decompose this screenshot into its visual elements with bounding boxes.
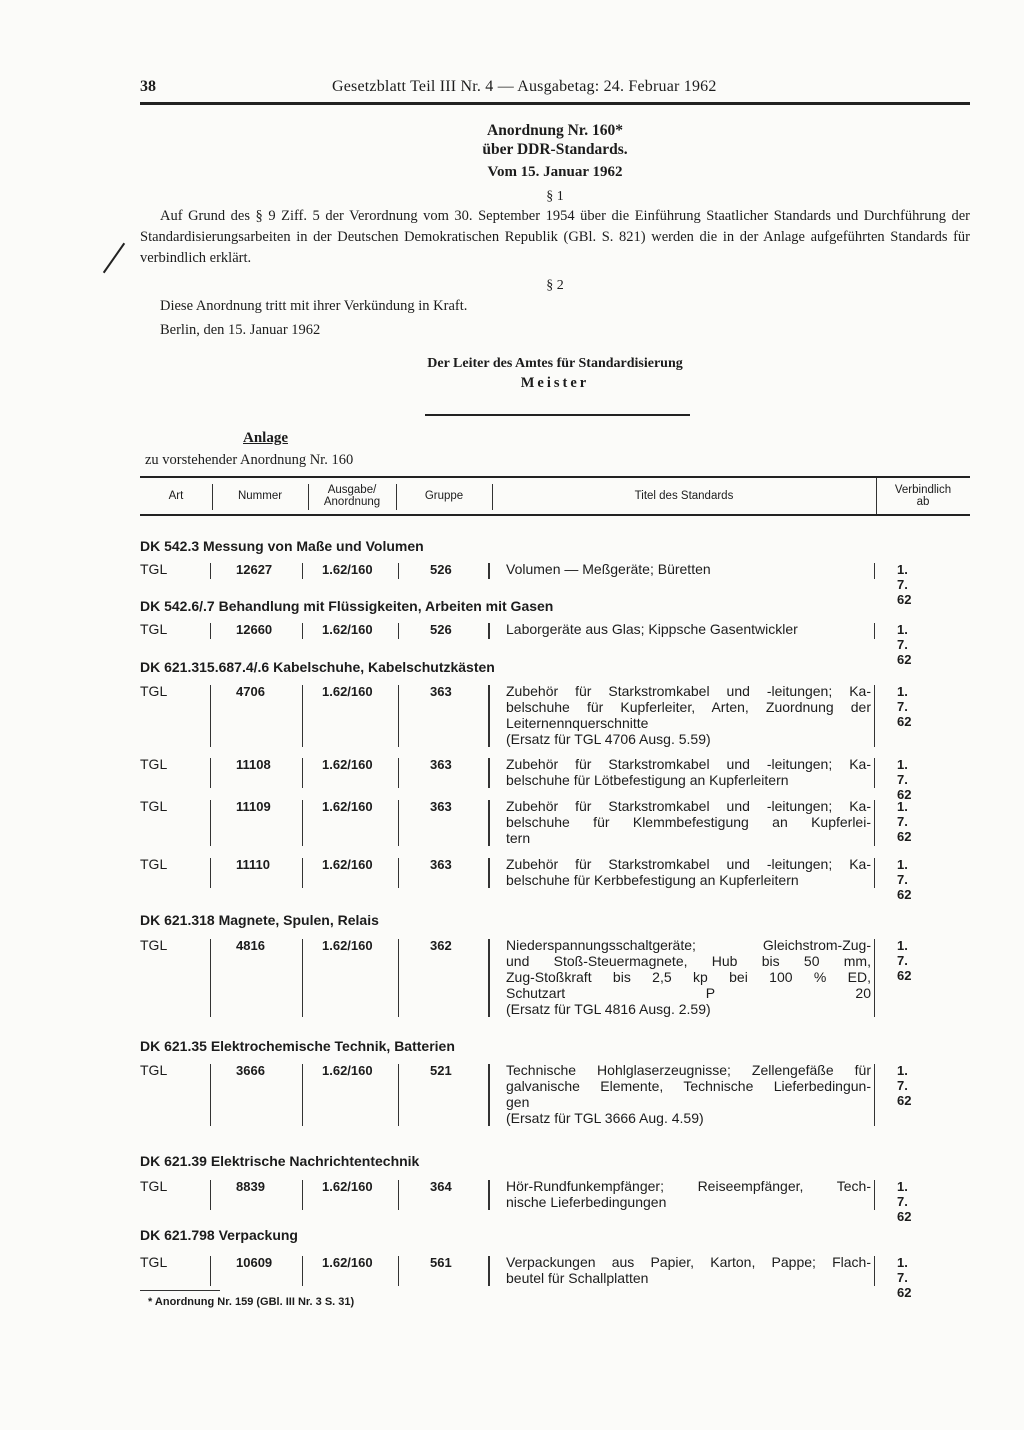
verbindlich-separator xyxy=(874,1064,875,1126)
header-verbindlich-line2: ab xyxy=(916,496,930,508)
cell-ausgabe: 1.62/160 xyxy=(322,1063,373,1078)
cell-nummer: 10609 xyxy=(236,1255,273,1270)
column-separator xyxy=(210,758,211,788)
column-separator xyxy=(210,685,211,747)
cell-gruppe: 363 xyxy=(430,757,452,772)
decree-title-line2: über DDR-Standards. xyxy=(482,141,628,158)
cell-ausgabe: 1.62/160 xyxy=(322,757,373,772)
section1-text: Auf Grund des § 9 Ziff. 5 der Verordnung vom 30. September 1954 über die Einführung Staatlicher Standards und Durchführung der Standardisierungsarbeiten in der Deutschen Demokratischen Republik (GBl. S. 821) werden die in der Anlage aufgeführten Standards für verbindlich erklärt. xyxy=(140,208,970,266)
cell-art: TGL xyxy=(140,937,168,953)
cell-title-line: Leiternennquerschnitte xyxy=(506,715,649,731)
cell-nummer: 11109 xyxy=(236,799,271,814)
header-nummer: Nummer xyxy=(237,490,283,502)
cell-art: TGL xyxy=(140,756,168,772)
cell-verbindlich: 1. 7. 62 xyxy=(897,757,912,802)
cell-verbindlich: 1. 7. 62 xyxy=(897,938,912,983)
cell-art: TGL xyxy=(140,1254,168,1270)
title-separator xyxy=(488,758,490,788)
cell-ausgabe: 1.62/160 xyxy=(322,622,373,637)
cell-nummer: 11110 xyxy=(236,857,270,872)
cell-art: TGL xyxy=(140,561,168,577)
verbindlich-separator xyxy=(874,623,875,639)
column-separator xyxy=(210,858,211,888)
signatory-title: Der Leiter des Amtes für Standardisierung xyxy=(427,356,683,371)
column-separator xyxy=(398,563,399,579)
cell-title-line: Zug-Stoßkraft bis 2,5 kp bei 100 % ED, xyxy=(506,969,871,985)
cell-title-line: Volumen — Meßgeräte; Büretten xyxy=(506,561,711,577)
title-separator xyxy=(488,1180,490,1210)
cell-title-line: belschuhe für Lötbefestigung an Kupferleitern xyxy=(506,772,789,788)
cell-title-line: Schutzart P 20 xyxy=(506,985,871,1001)
cell-ausgabe: 1.62/160 xyxy=(322,799,373,814)
cell-verbindlich: 1. 7. 62 xyxy=(897,1255,912,1300)
column-separator xyxy=(398,685,399,747)
cell-nummer: 4816 xyxy=(236,938,265,953)
cell-verbindlich: 1. 7. 62 xyxy=(897,684,912,729)
title-separator xyxy=(488,1064,490,1126)
column-separator xyxy=(302,939,303,1017)
cell-title-line: galvanische Elemente, Technische Lieferbedingun- xyxy=(506,1078,871,1094)
cell-verbindlich: 1. 7. 62 xyxy=(897,799,912,844)
column-separator xyxy=(302,1064,303,1126)
cell-art: TGL xyxy=(140,798,168,814)
column-separator xyxy=(398,800,399,846)
cell-verbindlich: 1. 7. 62 xyxy=(897,1179,912,1224)
cell-title-line: (Ersatz für TGL 3666 Aug. 4.59) xyxy=(506,1110,704,1126)
cell-ausgabe: 1.62/160 xyxy=(322,1179,373,1194)
verbindlich-separator xyxy=(874,758,875,788)
verbindlich-separator xyxy=(874,1256,875,1286)
cell-title-line: belschuhe für Kerbbefestigung an Kupferleitern xyxy=(506,872,799,888)
cell-nummer: 4706 xyxy=(236,684,265,699)
cell-title-line: (Ersatz für TGL 4816 Ausg. 2.59) xyxy=(506,1001,711,1017)
cell-title-line: Hör-Rundfunkempfänger; Reiseempfänger, Tech- xyxy=(506,1178,871,1194)
title-separator xyxy=(488,800,490,846)
cell-gruppe: 363 xyxy=(430,684,452,699)
header-titel: Titel des Standards xyxy=(634,490,734,502)
cell-ausgabe: 1.62/160 xyxy=(322,562,373,577)
cell-art: TGL xyxy=(140,621,168,637)
cell-gruppe: 364 xyxy=(430,1179,452,1194)
running-head-text: Gesetzblatt Teil III Nr. 4 — Ausgabetag: 24. Februar 1962 xyxy=(332,78,717,95)
verbindlich-separator xyxy=(874,858,875,888)
cell-gruppe: 526 xyxy=(430,622,452,637)
column-separator xyxy=(302,1180,303,1210)
group-heading: DK 621.318 Magnete, Spulen, Relais xyxy=(140,912,379,928)
header-art: Art xyxy=(168,490,184,502)
cell-gruppe: 363 xyxy=(430,799,452,814)
column-separator xyxy=(398,623,399,639)
title-separator xyxy=(488,563,490,579)
cell-title-line: Zubehör für Starkstromkabel und -leitungen; Ka- xyxy=(506,856,871,872)
cell-title-line: Laborgeräte aus Glas; Kippsche Gasentwickler xyxy=(506,621,798,637)
column-separator xyxy=(398,758,399,788)
verbindlich-separator xyxy=(874,800,875,846)
group-heading: DK 621.798 Verpackung xyxy=(140,1227,298,1243)
title-separator xyxy=(488,1256,490,1286)
title-separator xyxy=(488,939,490,1017)
column-separator xyxy=(210,1256,211,1286)
title-separator xyxy=(488,858,490,888)
cell-verbindlich: 1. 7. 62 xyxy=(897,857,912,902)
section1-label: § 1 xyxy=(546,189,564,204)
cell-gruppe: 362 xyxy=(430,938,452,953)
cell-title-line: Zubehör für Starkstromkabel und -leitungen; Ka- xyxy=(506,683,871,699)
cell-art: TGL xyxy=(140,1178,168,1194)
title-separator xyxy=(488,685,490,747)
cell-gruppe: 521 xyxy=(430,1063,452,1078)
cell-gruppe: 526 xyxy=(430,562,452,577)
verbindlich-separator xyxy=(874,939,875,1017)
cell-title-line: belschuhe für Klemmbefestigung an Kupferlei- xyxy=(506,814,871,830)
cell-gruppe: 363 xyxy=(430,857,452,872)
cell-ausgabe: 1.62/160 xyxy=(322,684,373,699)
column-separator xyxy=(210,939,211,1017)
footnote: * Anordnung Nr. 159 (GBl. III Nr. 3 S. 31) xyxy=(148,1296,355,1308)
cell-title-line: Verpackungen aus Papier, Karton, Pappe; Flach- xyxy=(506,1254,871,1270)
column-separator xyxy=(210,1064,211,1126)
cell-title-line: tern xyxy=(506,830,531,846)
cell-nummer: 3666 xyxy=(236,1063,265,1078)
column-separator xyxy=(398,939,399,1017)
cell-gruppe: 561 xyxy=(430,1255,452,1270)
cell-art: TGL xyxy=(140,856,168,872)
cell-ausgabe: 1.62/160 xyxy=(322,857,373,872)
column-separator xyxy=(302,563,303,579)
column-separator xyxy=(302,623,303,639)
header-ausgabe-line1: Ausgabe/ xyxy=(327,484,377,496)
place-date: Berlin, den 15. Januar 1962 xyxy=(160,322,321,338)
page-number: 38 xyxy=(140,78,156,95)
group-heading: DK 621.35 Elektrochemische Technik, Batterien xyxy=(140,1038,455,1054)
signatory-name: Meister xyxy=(520,375,590,391)
cell-verbindlich: 1. 7. 62 xyxy=(897,562,912,607)
cell-title-line: gen xyxy=(506,1094,530,1110)
column-separator xyxy=(398,858,399,888)
column-separator xyxy=(302,758,303,788)
cell-title-line: beutel für Schallplatten xyxy=(506,1270,649,1286)
verbindlich-separator xyxy=(874,1180,875,1210)
cell-title-line: und Stoß-Steuermagnete, Hub bis 50 mm, xyxy=(506,953,871,969)
cell-art: TGL xyxy=(140,1062,168,1078)
cell-title-line: (Ersatz für TGL 4706 Ausg. 5.59) xyxy=(506,731,711,747)
annex-title: Anlage xyxy=(243,430,288,446)
footnote-rule xyxy=(140,1290,220,1291)
column-separator xyxy=(302,1256,303,1286)
verbindlich-separator xyxy=(874,685,875,747)
column-separator xyxy=(398,1256,399,1286)
section2-text: Diese Anordnung tritt mit ihrer Verkündung in Kraft. xyxy=(160,298,468,314)
cell-nummer: 8839 xyxy=(236,1179,265,1194)
column-separator xyxy=(302,858,303,888)
group-heading: DK 542.6/.7 Behandlung mit Flüssigkeiten, Arbeiten mit Gasen xyxy=(140,598,554,614)
group-heading: DK 542.3 Messung von Maße und Volumen xyxy=(140,538,424,554)
group-heading: DK 621.39 Elektrische Nachrichtentechnik xyxy=(140,1153,420,1169)
header-ausgabe-line2: Anordnung xyxy=(323,496,381,508)
cell-art: TGL xyxy=(140,683,168,699)
cell-nummer: 11108 xyxy=(236,757,271,772)
column-separator xyxy=(210,800,211,846)
cell-verbindlich: 1. 7. 62 xyxy=(897,1063,912,1108)
cell-ausgabe: 1.62/160 xyxy=(322,1255,373,1270)
decree-date: Vom 15. Januar 1962 xyxy=(487,164,623,180)
header-verbindlich-line1: Verbindlich xyxy=(894,484,952,496)
section2-label: § 2 xyxy=(546,278,564,293)
cell-title-line: Technische Hohlglaserzeugnisse; Zellengefäße für xyxy=(506,1062,871,1078)
column-separator xyxy=(210,1180,211,1210)
cell-title-line: Zubehör für Starkstromkabel und -leitungen; Ka- xyxy=(506,756,871,772)
column-separator xyxy=(398,1180,399,1210)
cell-title-line: Zubehör für Starkstromkabel und -leitungen; Ka- xyxy=(506,798,871,814)
cell-verbindlich: 1. 7. 62 xyxy=(897,622,912,667)
column-separator xyxy=(302,685,303,747)
cell-title-line: nische Lieferbedingungen xyxy=(506,1194,667,1210)
group-heading: DK 621.315.687.4/.6 Kabelschuhe, Kabelschutzkästen xyxy=(140,659,495,675)
header-gruppe: Gruppe xyxy=(424,490,464,502)
verbindlich-separator xyxy=(874,563,875,579)
column-separator xyxy=(210,563,211,579)
cell-nummer: 12627 xyxy=(236,562,273,577)
annex-subtitle: zu vorstehender Anordnung Nr. 160 xyxy=(145,452,354,468)
decree-title-line1: Anordnung Nr. 160* xyxy=(487,122,623,139)
cell-title-line: belschuhe für Kupferleiter, Arten, Zuordnung der xyxy=(506,699,871,715)
column-separator xyxy=(398,1064,399,1126)
cell-nummer: 12660 xyxy=(236,622,273,637)
cell-title-line: Niederspannungsschaltgeräte; Gleichstrom-Zug- xyxy=(506,937,871,953)
column-separator xyxy=(302,800,303,846)
title-separator xyxy=(488,623,490,639)
cell-ausgabe: 1.62/160 xyxy=(322,938,373,953)
column-separator xyxy=(210,623,211,639)
